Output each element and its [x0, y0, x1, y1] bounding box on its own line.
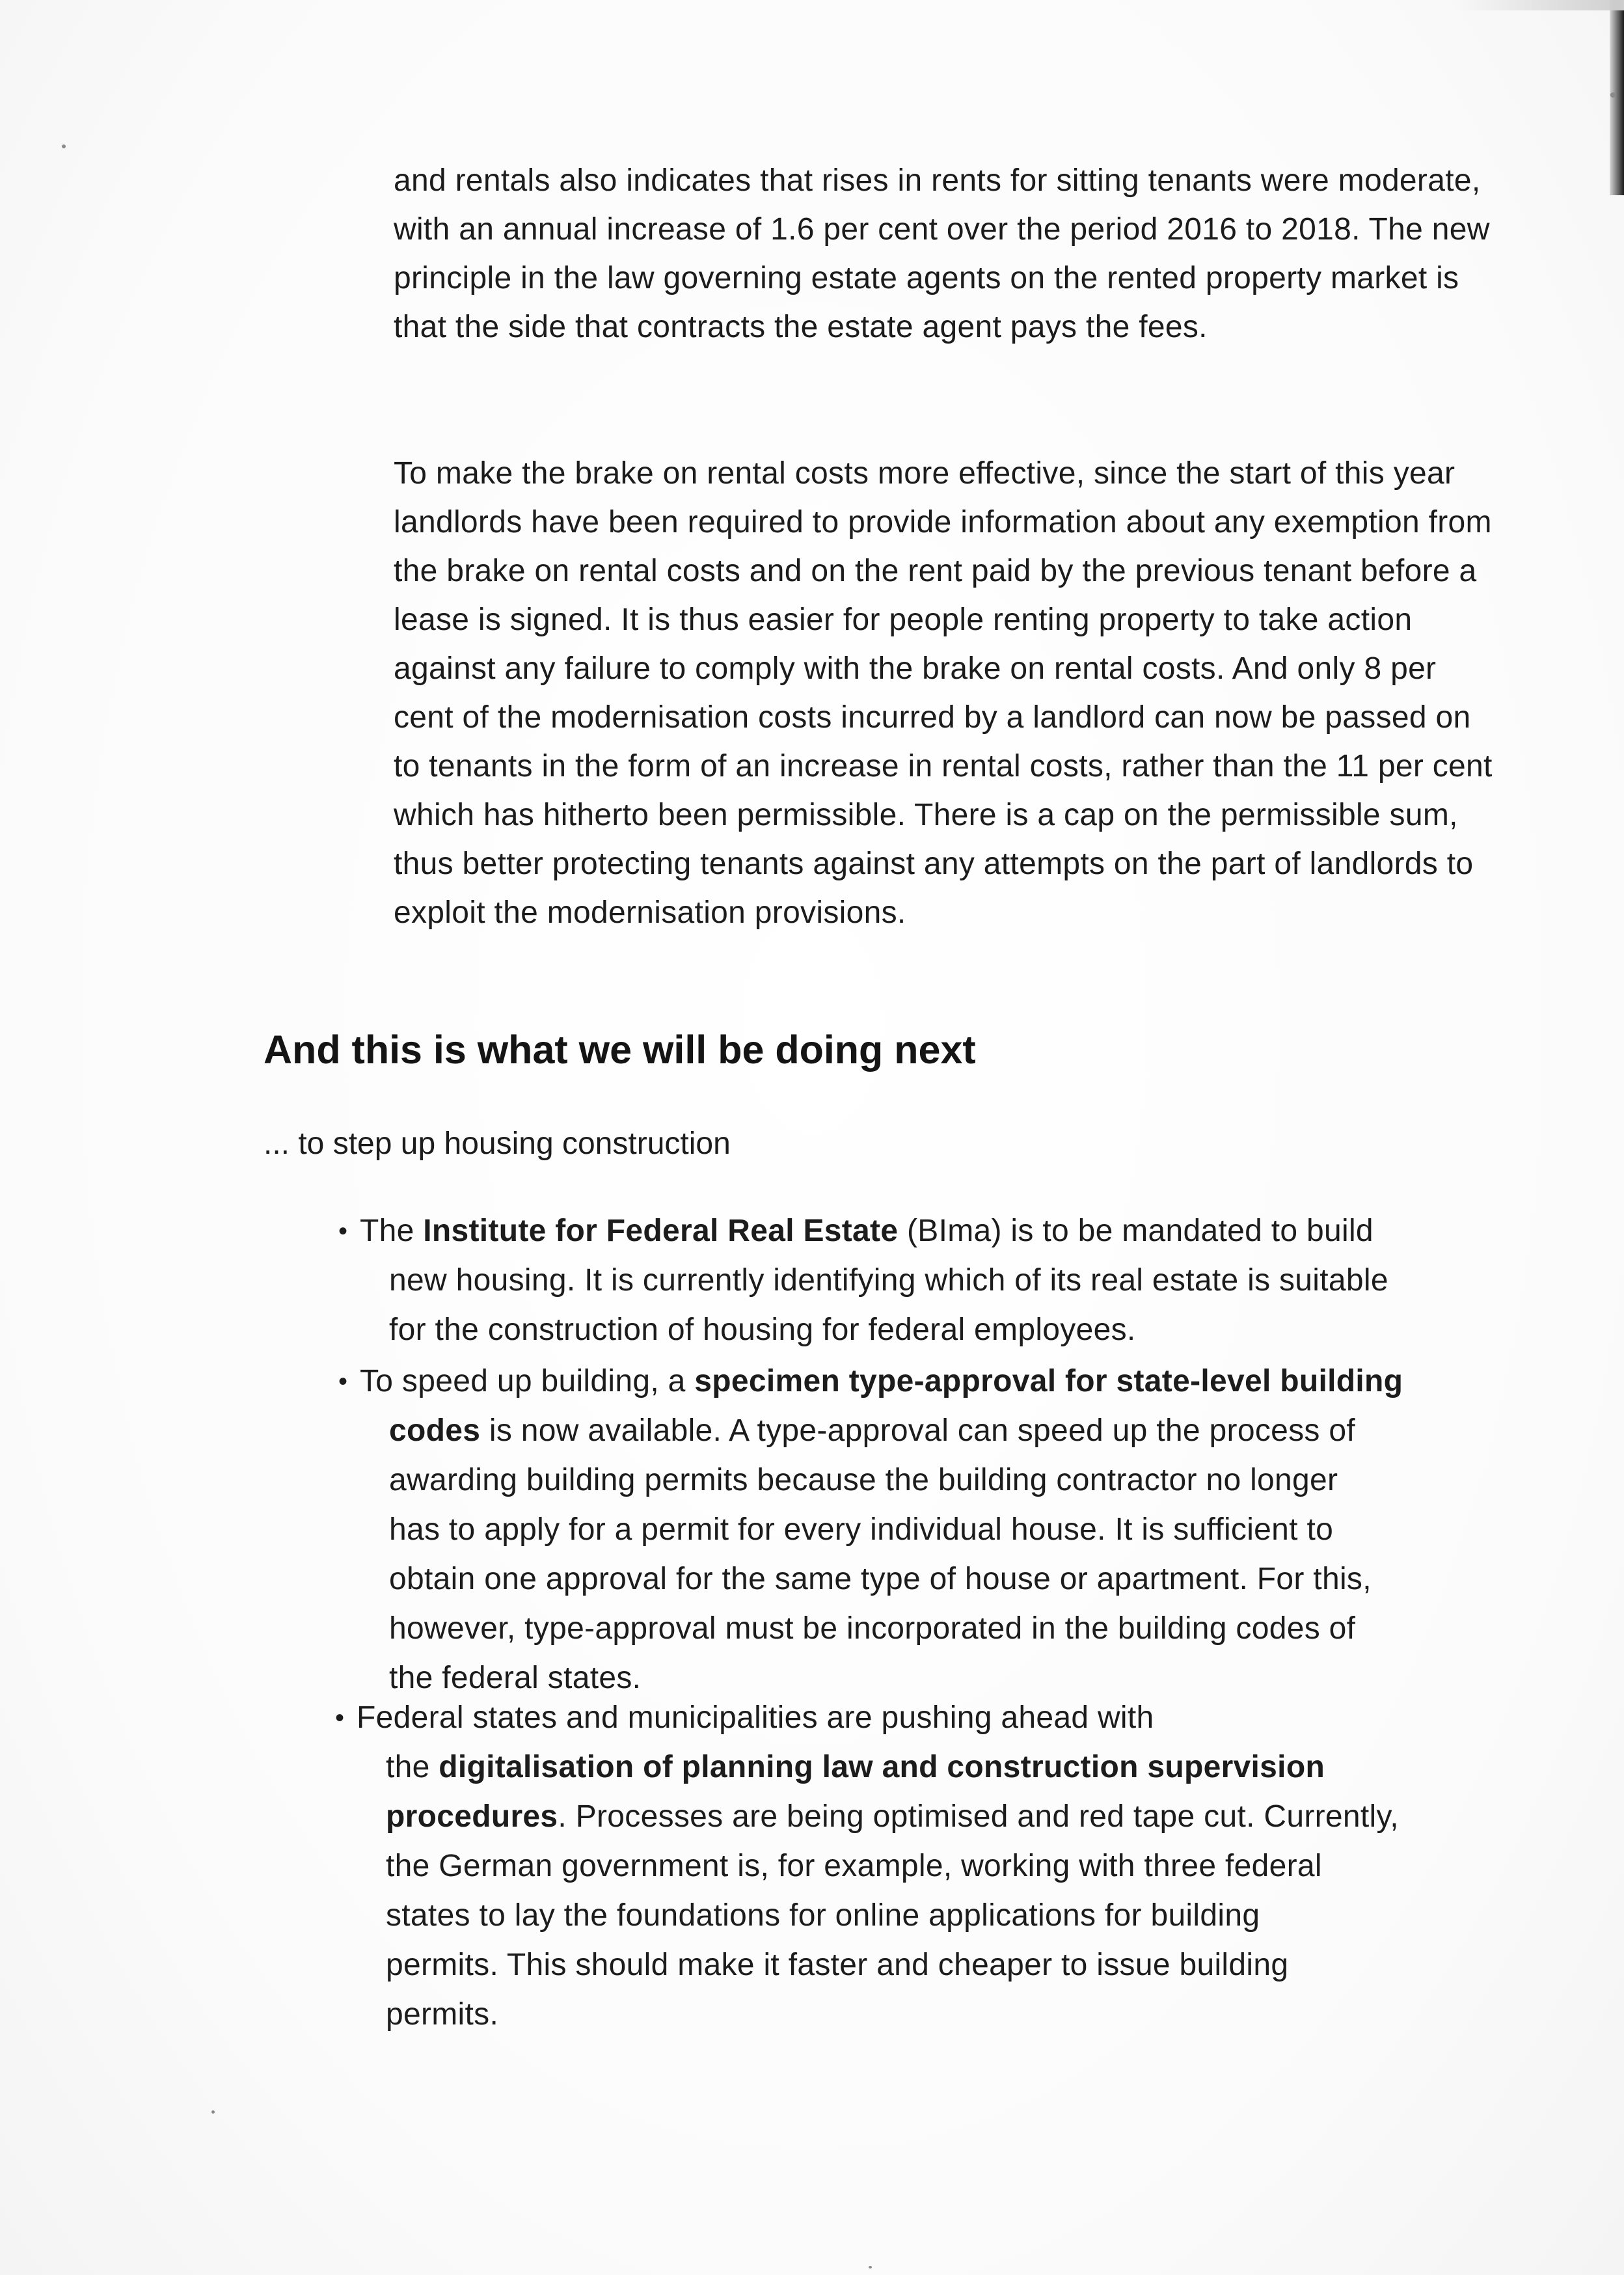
- body-paragraph: and rentals also indicates that rises in rents for sitting tenants were moderate, with an annual increase of 1.6 per cent over the period 2016 to 2018. The new principle in the law governing estate agents on the rented property market is that the side that contracts the estate agent pays the fees.: [394, 163, 1490, 344]
- list-item-line: [335, 1792, 1399, 1842]
- list-item-line: for the construction of housing for federal employees.: [389, 1313, 1136, 1347]
- list-item-text: . Processes are being optimised and red tape cut. Currently,: [558, 1799, 1399, 1834]
- list-item-line: obtain one approval for the same type of house or apartment. For this,: [389, 1562, 1372, 1596]
- scan-speck: [1610, 92, 1616, 98]
- list-item-line: the federal states.: [389, 1661, 642, 1695]
- scan-speck: [211, 2110, 215, 2114]
- scan-speck: [869, 2266, 872, 2268]
- list-item-text: To speed up building, a: [360, 1364, 695, 1398]
- scan-edge-mark: [1610, 0, 1624, 195]
- bullet-icon: •: [338, 1367, 348, 1396]
- section-heading: And this is what we will be doing next: [264, 1028, 976, 1072]
- list-item-line: permits.: [386, 1997, 499, 2032]
- list-item-text: the: [386, 1750, 439, 1784]
- bullet-icon: •: [338, 1217, 348, 1246]
- list-item-emphasis: specimen type-approval for state-level building: [694, 1364, 1403, 1398]
- list-item-line: permits. This should make it faster and cheaper to issue building: [386, 1948, 1289, 1982]
- list-item-text: (BIma) is to be mandated to build: [898, 1214, 1374, 1248]
- list-item-line: awarding building permits because the building contractor no longer: [389, 1463, 1338, 1497]
- bullet-icon: •: [335, 1704, 345, 1732]
- list-item: [338, 1206, 1388, 1355]
- list-item-line: the German government is, for example, working with three federal: [386, 1849, 1322, 1883]
- list-item-line: Federal states and municipalities are pushing ahead with: [357, 1700, 1154, 1735]
- list-item-line: [335, 1743, 1399, 1792]
- list-item-line: [338, 1406, 1403, 1456]
- subheading: ... to step up housing construction: [264, 1126, 731, 1161]
- list-item-line: states to lay the foundations for online applications for building: [386, 1898, 1260, 1933]
- list-item-line: has to apply for a permit for every individual house. It is sufficient to: [389, 1512, 1334, 1547]
- scan-speck: [62, 144, 66, 148]
- list-item-emphasis: procedures: [386, 1799, 558, 1834]
- list-item-line: however, type-approval must be incorporated in the building codes of: [389, 1611, 1356, 1646]
- list-item-line: new housing. It is currently identifying which of its real estate is suitable: [389, 1263, 1388, 1298]
- list-item: [335, 1693, 1399, 2039]
- list-item-text: The: [360, 1214, 424, 1248]
- scan-edge-shadow: [1455, 0, 1624, 10]
- list-item-emphasis: codes: [389, 1413, 481, 1448]
- list-item-line: [338, 1357, 1403, 1406]
- list-item-text: is now available. A type-approval can speed up the process of: [480, 1413, 1355, 1448]
- list-item-line: [338, 1206, 1388, 1256]
- body-paragraph: To make the brake on rental costs more effective, since the start of this year landlords have been required to provide information about any exemption from the brake on rental costs and on the rent paid by the previous tenant before a lease is signed. It is thus easier for people renting property to take action against any failure to comply with the brake on rental costs. And only 8 per cent of the modernisation costs incurred by a landlord can now be passed on to tenants in the form of an increase in rental costs, rather than the 11 per cent which has hitherto been permissible. There is a cap on the permissible sum, thus better protecting tenants against any attempts on the part of landlords to exploit the modernisation provisions.: [394, 456, 1493, 930]
- list-item-emphasis: Institute for Federal Real Estate: [423, 1214, 899, 1248]
- list-item: [338, 1357, 1403, 1703]
- list-item-emphasis: digitalisation of planning law and construction supervision: [439, 1750, 1325, 1784]
